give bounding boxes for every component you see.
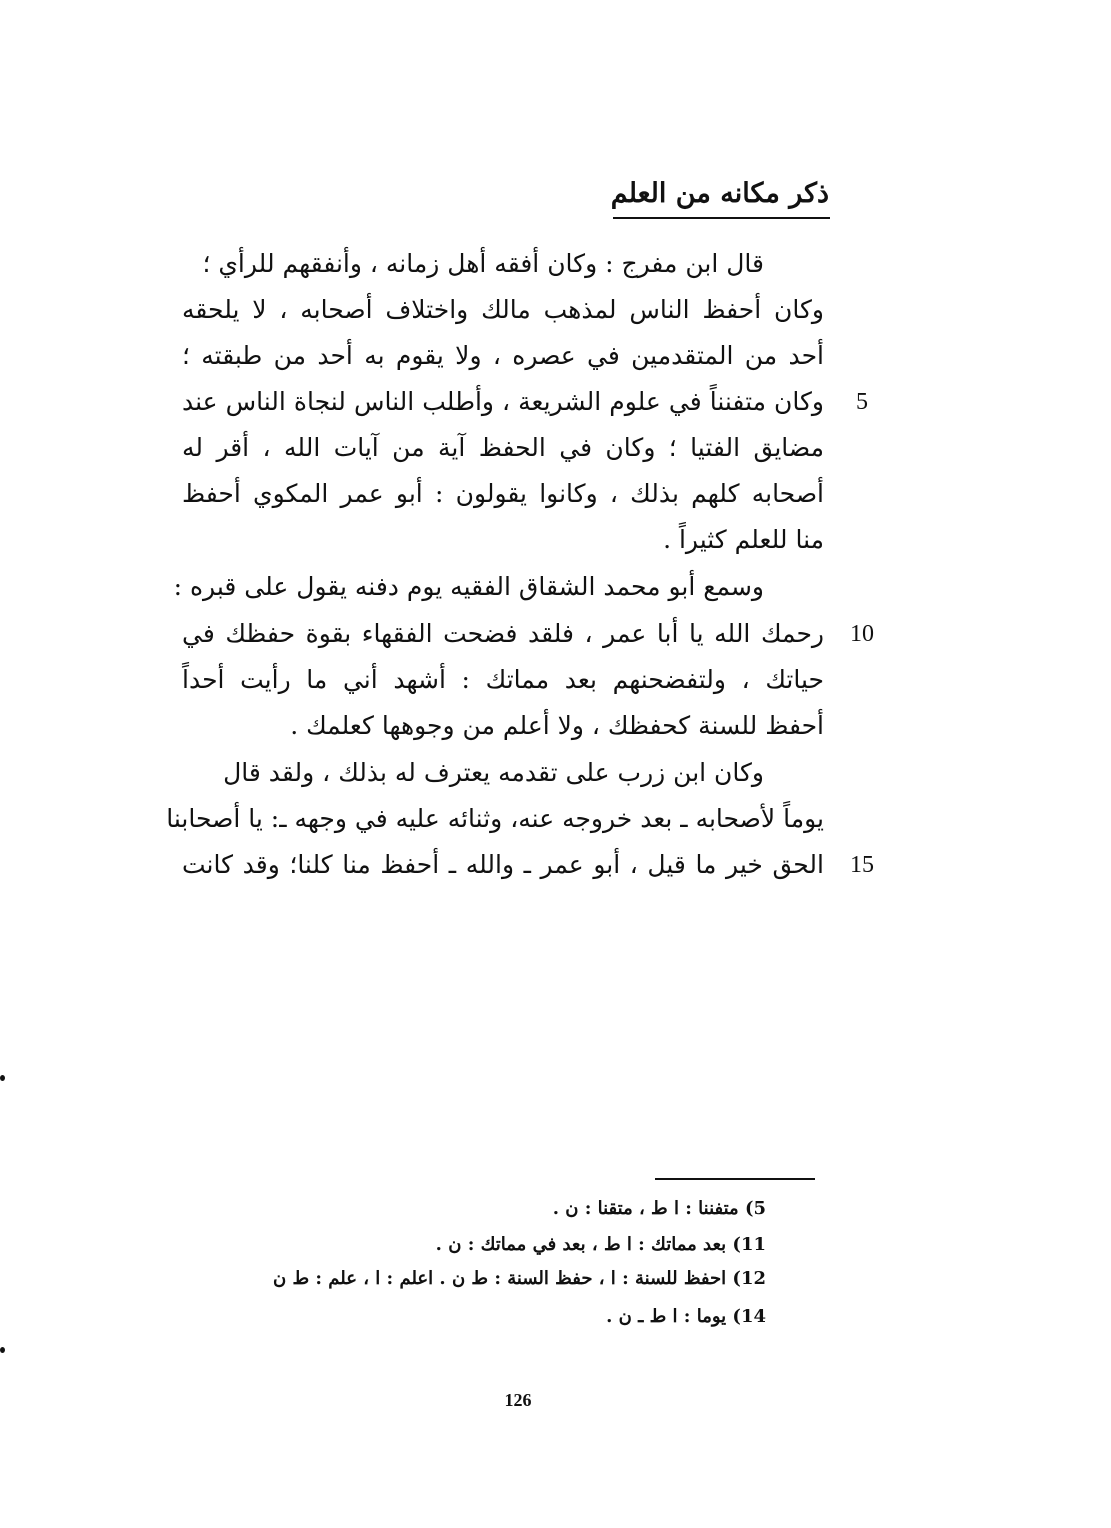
text-line: رحمك الله يا أبا عمر ، فلقد فضحت الفقهاء بقوة حفظك في bbox=[182, 619, 824, 648]
footnote: 12) احفظ للسنة : ا ، حفظ السنة : ط ن . اعلم : ا ، علم : ط ن bbox=[272, 1268, 766, 1289]
header-underline bbox=[613, 217, 830, 219]
text-line: أحفظ للسنة كحفظك ، ولا أعلم من وجوهها كعلمك . bbox=[290, 711, 824, 740]
text-line: وسمع أبو محمد الشقاق الفقيه يوم دفنه يقول على قبره : bbox=[173, 572, 764, 601]
text-line: وكان ابن زرب على تقدمه يعترف له بذلك ، ولقد قال bbox=[223, 758, 764, 787]
running-header-title: ذكر مكانه من العلم bbox=[610, 178, 829, 209]
scan-speck bbox=[0, 1075, 5, 1081]
text-line: أحد من المتقدمين في عصره ، ولا يقوم به أحد من طبقته ؛ bbox=[182, 341, 824, 370]
footnote: 5) متفننا : ا ط ، متقنا : ن . bbox=[552, 1198, 766, 1219]
footnote: 11) بعد مماتك : ا ط ، بعد في مماتك : ن . bbox=[435, 1234, 766, 1255]
text-line: وكان أحفظ الناس لمذهب مالك واختلاف أصحابه ، لا يلحقه bbox=[182, 295, 824, 324]
text-line: حياتك ، ولتفضحنهم بعد مماتك : أشهد أني ما رأيت أحداً bbox=[182, 665, 824, 694]
text-line: وكان متفنناً في علوم الشريعة ، وأطلب الناس لنجاة الناس عند bbox=[182, 387, 824, 416]
footnote-separator bbox=[655, 1178, 815, 1180]
text-line: قال ابن مفرج : وكان أفقه أهل زمانه ، وأنفقهم للرأي ؛ bbox=[202, 249, 764, 278]
text-line: الحق خير ما قيل ، أبو عمر ـ والله ـ أحفظ منا كلنا؛ وقد كانت bbox=[182, 850, 824, 879]
text-line: يوماً لأصحابه ـ بعد خروجه عنه، وثنائه عليه في وجهه ـ: يا أصحابنا bbox=[166, 804, 824, 833]
page-number: 126 bbox=[504, 1390, 532, 1410]
text-line: مضايق الفتيا ؛ وكان في الحفظ آية من آيات الله ، أقر له bbox=[182, 433, 824, 462]
text-line: منا للعلم كثيراً . bbox=[663, 525, 824, 554]
line-number: 15 bbox=[850, 852, 874, 878]
line-number: 5 bbox=[856, 389, 868, 415]
footnote: 14) يوما : ا ط ـ ن . bbox=[606, 1306, 766, 1327]
line-number: 10 bbox=[850, 621, 874, 647]
scan-speck bbox=[0, 1347, 5, 1353]
text-line: أصحابه كلهم بذلك ، وكانوا يقولون : أبو عمر المكوي أحفظ bbox=[182, 479, 824, 508]
